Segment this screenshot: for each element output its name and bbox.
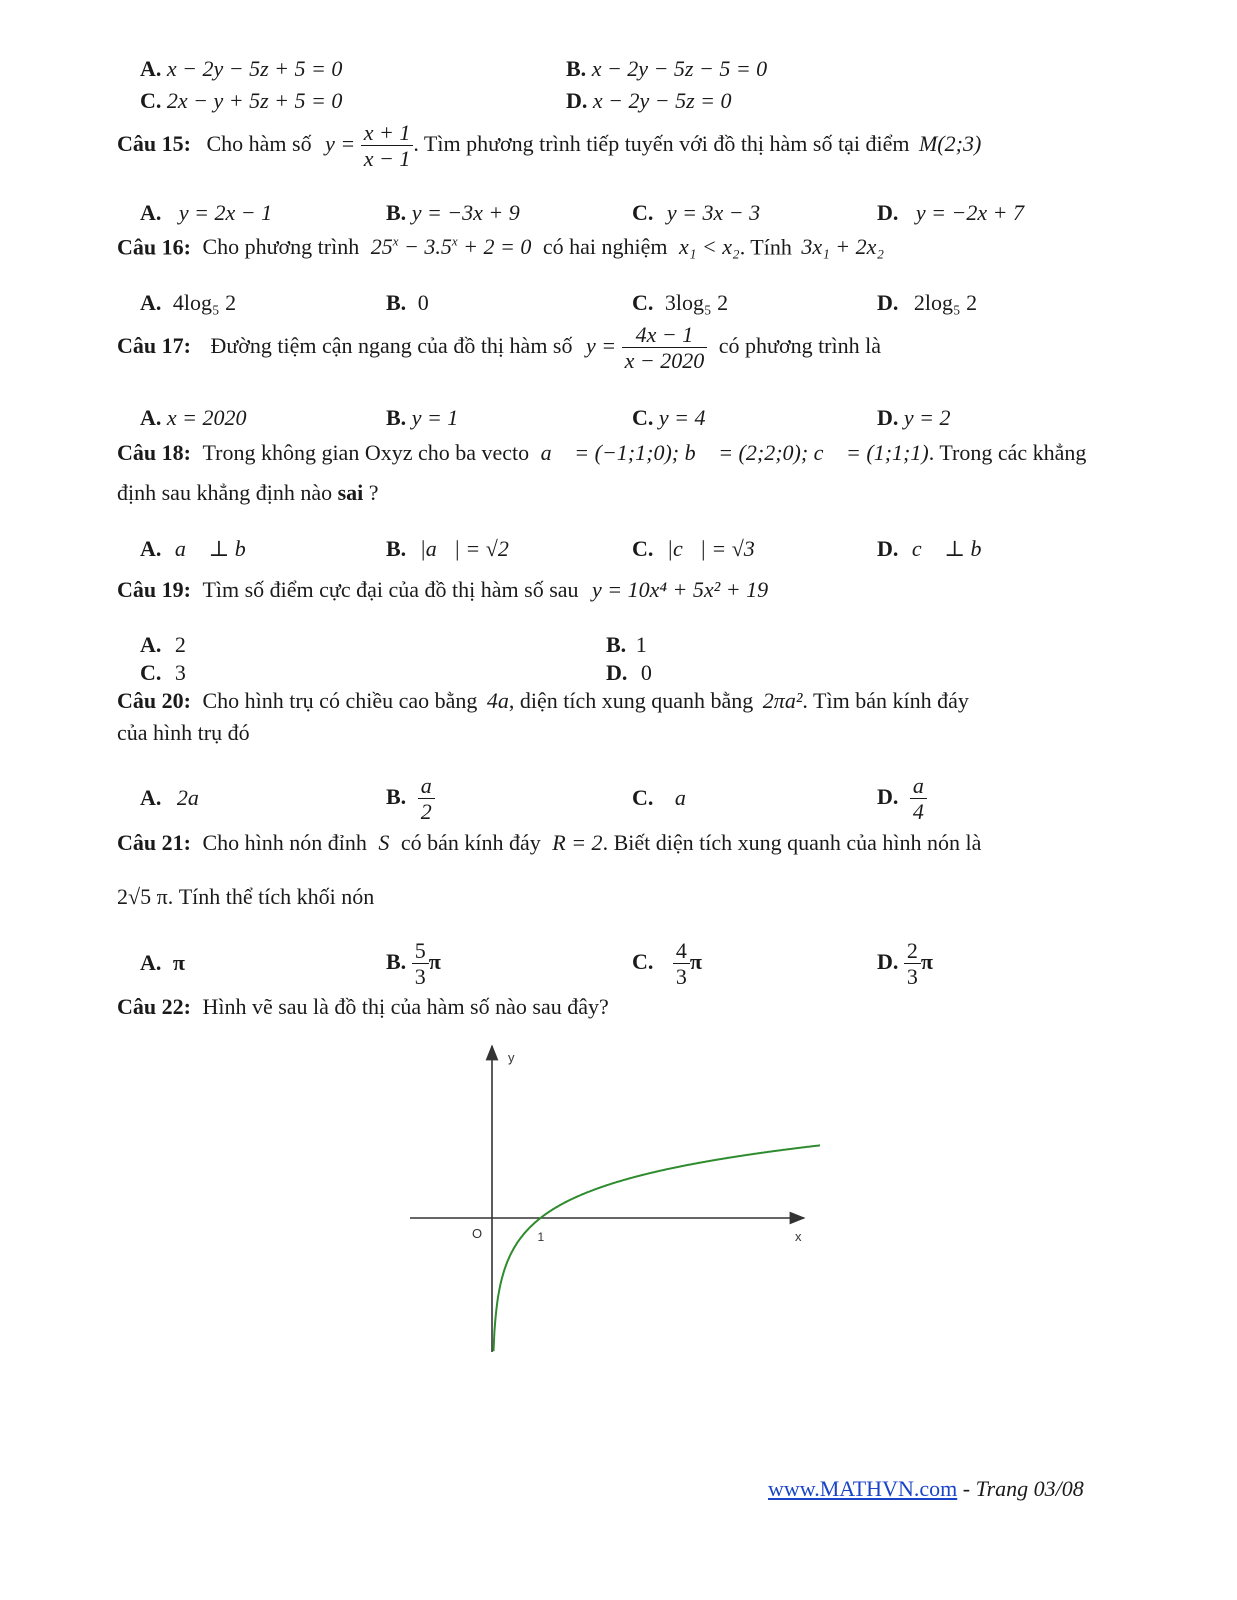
option-label: A. (140, 290, 162, 315)
pi-symbol: π (428, 948, 441, 974)
question-number: Câu 21: (117, 830, 191, 855)
option-text: y = 2 (903, 405, 951, 430)
option-text: 0 (640, 660, 652, 685)
q15-option-c (632, 200, 760, 226)
q17-option-b (386, 405, 458, 431)
q15-option-b (386, 200, 520, 226)
q20-stem-line2 (117, 720, 250, 746)
q16-stem (117, 234, 884, 260)
question-number: Câu 19: (117, 577, 191, 602)
x-tick-label: 1 (537, 1230, 545, 1244)
origin-label: O (472, 1226, 483, 1241)
option-text: 1 (635, 632, 647, 657)
option-text: a (674, 785, 686, 810)
vertex-name: S (378, 830, 390, 855)
option-text: 2log₅ 2 (913, 290, 978, 315)
q14-option-d (566, 88, 732, 114)
footer-separator: - (957, 1476, 976, 1501)
option-label: A. (140, 536, 162, 561)
stem-text: . Tính thể tích khối nón (167, 884, 375, 909)
option-text: |c⃗| = √3 (666, 536, 755, 561)
option-label: B. (566, 56, 587, 81)
q21-option-c (632, 938, 702, 990)
q15-stem (117, 120, 981, 172)
stem-text: Đường tiệm cận ngang của đồ thị hàm số (210, 332, 573, 358)
area-value: 2πa² (762, 688, 803, 713)
fraction-numerator: 4x − 1 (622, 322, 708, 348)
pi-symbol: π (689, 948, 702, 974)
pi-symbol: π (920, 948, 933, 974)
q18-option-a (140, 536, 263, 562)
fraction-denominator: 4 (912, 799, 924, 825)
fraction-numerator: a (910, 773, 927, 799)
option-label: B. (606, 632, 627, 657)
stem-text: Trong không gian Oxyz cho ba vecto (202, 440, 530, 465)
option-label: C. (632, 200, 654, 225)
q21-option-a (140, 950, 185, 976)
q20-option-d (877, 773, 927, 825)
fraction-numerator: 4 (673, 938, 690, 964)
q19-option-a (140, 632, 186, 658)
q17-option-d (877, 405, 951, 431)
q21-stem-line1 (117, 830, 981, 856)
stem-text: định sau khẳng định nào (117, 480, 333, 505)
stem-text: , diện tích xung quanh bằng (508, 688, 754, 713)
option-text: y = −3x + 9 (411, 200, 520, 225)
fraction-denominator: 3 (906, 964, 918, 990)
eq-end: + 2 = 0 (457, 234, 532, 260)
q17-option-c (632, 405, 706, 431)
option-text: |a⃗| = √2 (419, 536, 509, 561)
q18-option-d (877, 536, 999, 562)
q20-option-a (140, 785, 199, 811)
question-number: Câu 20: (117, 688, 191, 713)
option-text: 3log₅ 2 (664, 290, 729, 315)
q16-option-d (877, 290, 977, 316)
q21-option-b (386, 938, 441, 990)
function-lhs: y = (325, 130, 356, 156)
option-label: C. (632, 405, 654, 430)
stem-text-after: . Tính (739, 234, 792, 260)
q19-option-d (606, 660, 652, 686)
option-label: D. (877, 405, 899, 430)
option-text: y = 1 (411, 405, 459, 430)
option-text: x = 2020 (166, 405, 247, 430)
option-label: B. (386, 200, 407, 225)
option-fraction (904, 938, 921, 990)
option-fraction (412, 938, 429, 990)
fraction-numerator: 2 (904, 938, 921, 964)
q21-option-d (877, 938, 933, 990)
function-fraction (361, 120, 414, 172)
emphasis-word: sai (337, 480, 364, 505)
expression: 3x₁ + 2x₂ (801, 234, 885, 260)
stem-text: Cho hình trụ có chiều cao bằng (202, 688, 478, 713)
q14-option-c (140, 88, 342, 114)
option-text: y = 2x − 1 (178, 200, 273, 225)
q20-stem-line1 (117, 688, 969, 714)
option-label: B. (386, 405, 407, 430)
q18-stem-line2 (117, 480, 379, 506)
stem-text-mid: có hai nghiệm (542, 234, 668, 260)
q16-option-b (386, 290, 429, 316)
fraction-denominator: 2 (420, 799, 432, 825)
option-label: D. (877, 290, 899, 315)
stem-text-after: . Tìm phương trình tiếp tuyến với đồ thị hàm số tại điểm (413, 130, 910, 156)
stem-text: Cho hình nón đỉnh (202, 830, 367, 855)
question-number: Câu 18: (117, 440, 191, 465)
function-curve (494, 1139, 821, 1351)
stem-text-after: có phương trình là (718, 332, 881, 358)
option-label: C. (140, 88, 162, 113)
q22-stem (117, 994, 609, 1020)
page-footer (768, 1476, 1084, 1502)
option-text: 2a (176, 785, 199, 810)
stem-text: có bán kính đáy (400, 830, 541, 855)
q19-option-c (140, 660, 186, 686)
q16-option-a (140, 290, 236, 316)
q20-option-b (386, 773, 435, 825)
function: y = 10x⁴ + 5x² + 19 (592, 577, 769, 602)
q15-option-a (140, 200, 272, 226)
option-label: D. (566, 88, 588, 113)
q15-option-d (877, 200, 1024, 226)
option-label: C. (632, 948, 654, 974)
question-number: Câu 17: (117, 332, 191, 358)
option-label: C. (632, 536, 654, 561)
option-text: π (172, 950, 185, 975)
q14-option-a (140, 56, 342, 82)
option-label: D. (606, 660, 628, 685)
fraction-numerator: a (418, 773, 435, 799)
option-text: 0 (417, 290, 429, 315)
eq-exponent: x (392, 234, 399, 249)
fraction-denominator: x − 1 (363, 146, 411, 172)
option-label: D. (877, 536, 899, 561)
stem-text: . Tìm bán kính đáy (802, 688, 969, 713)
option-text: x − 2y − 5z = 0 (592, 88, 732, 113)
stem-text: Hình vẽ sau là đồ thị của hàm số nào sau đây? (202, 994, 609, 1019)
stem-text: Tìm số điểm cực đại của đồ thị hàm số sau (202, 577, 579, 602)
option-fraction (418, 773, 435, 825)
eq-base: 25 (370, 234, 393, 260)
function-fraction (622, 322, 708, 374)
area-value: 2√5 π (117, 884, 168, 909)
option-label: B. (386, 536, 407, 561)
q18-option-b (386, 536, 509, 562)
option-label: C. (140, 660, 162, 685)
option-text: a⃗ ⊥ b⃗ (174, 536, 263, 561)
q20-option-c (632, 785, 686, 811)
stem-text: Cho phương trình (202, 234, 360, 260)
fraction-denominator: 3 (414, 964, 426, 990)
option-text: 4log₅ 2 (172, 290, 237, 315)
q18-option-c (632, 536, 755, 562)
option-text: x − 2y − 5z − 5 = 0 (591, 56, 768, 81)
option-label: D. (877, 783, 899, 809)
equation (371, 234, 532, 259)
fraction-denominator: 3 (675, 964, 687, 990)
option-label: B. (386, 290, 407, 315)
q18-stem-line1 (117, 440, 1086, 466)
question-number: Câu 15: (117, 130, 191, 156)
function-lhs: y = (586, 332, 617, 358)
option-label: A. (140, 405, 162, 430)
fraction-numerator: 5 (412, 938, 429, 964)
option-fraction (910, 773, 927, 825)
option-text: 2 (174, 632, 186, 657)
q19-stem (117, 577, 768, 603)
stem-text: Cho hàm số (206, 130, 312, 156)
roots: x₁ < x₂ (679, 234, 740, 260)
vectors: a⃗ = (−1;1;0); b⃗ = (2;2;0); c⃗ = (1;1;1) (540, 440, 929, 465)
function-graph (400, 1040, 820, 1360)
point-m: M(2;3) (918, 130, 982, 156)
q16-option-c (632, 290, 728, 316)
q17-stem (117, 322, 881, 374)
height-value: 4a (486, 688, 509, 713)
stem-text: của hình trụ đó (117, 720, 250, 745)
eq-exponent: x (451, 234, 458, 249)
footer-site-link[interactable]: www.MATHVN.com (768, 1476, 958, 1501)
option-label: D. (877, 948, 899, 974)
option-text: y = 4 (658, 405, 706, 430)
option-text: 3 (174, 660, 186, 685)
q14-option-b (566, 56, 767, 82)
option-label: A. (140, 785, 162, 810)
q21-stem-line2 (117, 884, 374, 910)
eq-mid: − 3.5 (398, 234, 452, 260)
option-label: C. (632, 290, 654, 315)
option-label: A. (140, 950, 162, 975)
fraction-denominator: x − 2020 (624, 348, 705, 374)
option-label: B. (386, 783, 407, 809)
option-label: A. (140, 632, 162, 657)
option-fraction (673, 938, 690, 990)
question-number: Câu 22: (117, 994, 191, 1019)
option-label: A. (140, 56, 162, 81)
option-label: D. (877, 200, 899, 225)
q17-option-a (140, 405, 247, 431)
option-label: B. (386, 948, 407, 974)
x-axis-label: x (795, 1229, 802, 1244)
option-text: y = 3x − 3 (666, 200, 761, 225)
page-number: Trang 03/08 (975, 1476, 1084, 1501)
q19-option-b (606, 632, 647, 658)
option-label: C. (632, 785, 654, 810)
stem-text: . Biết diện tích xung quanh của hình nón là (602, 830, 982, 855)
fraction-numerator: x + 1 (361, 120, 414, 146)
stem-text-after: ? (363, 480, 379, 505)
question-number: Câu 16: (117, 234, 191, 260)
stem-text-end: . Trong các khẳng (928, 440, 1087, 465)
y-axis-label: y (508, 1050, 515, 1065)
option-text: x − 2y − 5z + 5 = 0 (166, 56, 343, 81)
option-text: c⃗ ⊥ b⃗ (911, 536, 999, 561)
option-label: A. (140, 200, 162, 225)
option-text: y = −2x + 7 (915, 200, 1024, 225)
radius-value: R = 2 (552, 830, 603, 855)
option-text: 2x − y + 5z + 5 = 0 (166, 88, 343, 113)
